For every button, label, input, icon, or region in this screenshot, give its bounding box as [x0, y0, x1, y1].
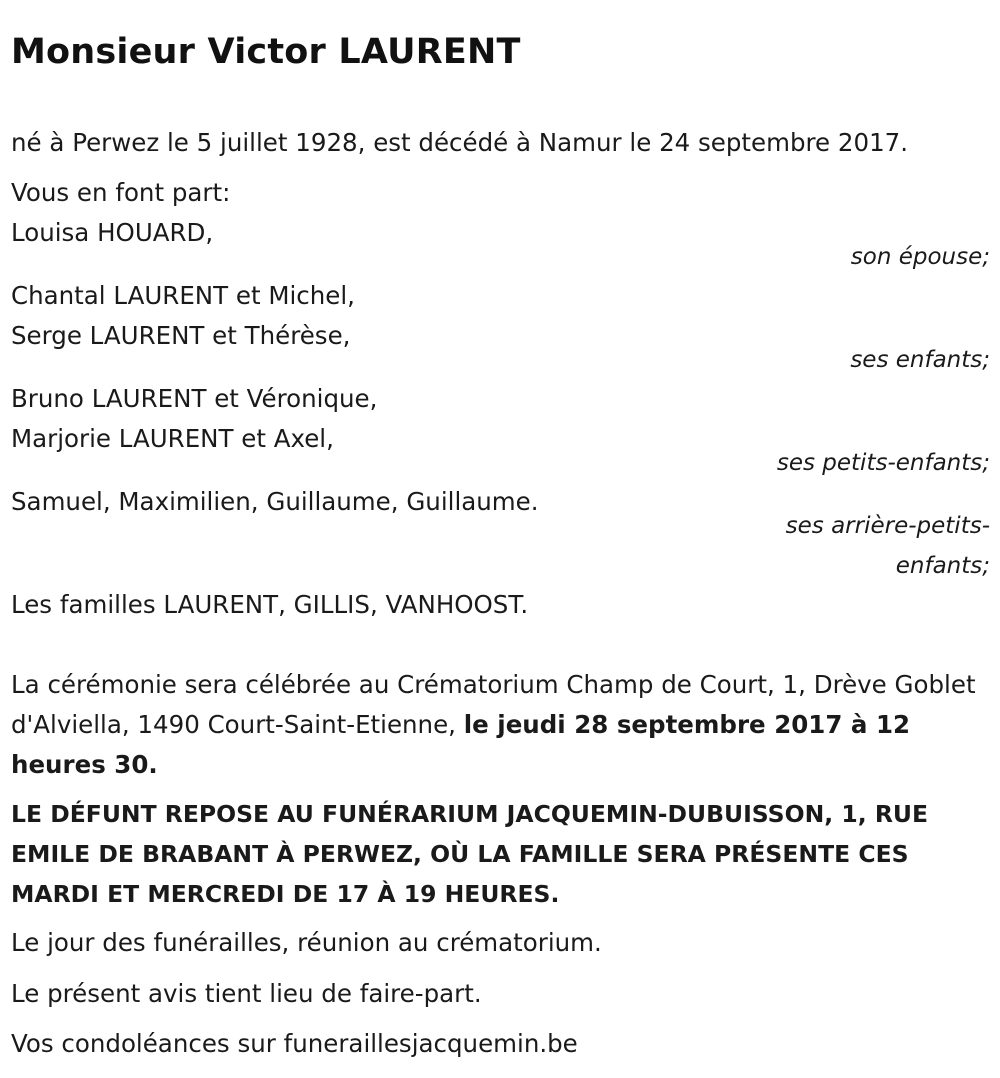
grandchild-entry: Bruno LAURENT et Véronique, — [11, 384, 378, 413]
families-list: Les familles LAURENT, GILLIS, VANHOOST. — [11, 590, 529, 619]
viewing-notice: LE DÉFUNT REPOSE AU FUNÉRARIUM JACQUEMIN-DUBUISSON, 1, RUE EMILE DE BRABANT À PERWEZ, OÙ LA FAMILLE SERA PRÉSENTE CES MARDI ET MERCREDI DE 17 À 19 HEURES. — [11, 800, 929, 908]
ceremony-date-time: le jeudi 28 septembre 2017 à 12 heures 30. — [11, 710, 911, 779]
deceased-name-title: Monsieur Victor LAURENT — [11, 32, 521, 72]
great-grandchildren-role-line1: ses arrière-petits- — [785, 513, 990, 539]
great-grandchildren-names: Samuel, Maximilien, Guillaume, Guillaume. — [11, 487, 539, 516]
announcement-label: Vous en font part: — [11, 178, 231, 207]
spouse-name: Louisa HOUARD, — [11, 218, 214, 247]
child-entry: Serge LAURENT et Thérèse, — [11, 321, 351, 350]
child-entry: Chantal LAURENT et Michel, — [11, 281, 355, 310]
grandchildren-role: ses petits-enfants; — [776, 450, 990, 476]
ceremony-location-text: La cérémonie sera célébrée au Crématorium Champ de Court, 1, Drève Goblet d'Alviella, 1490 Court-Saint-Etienne, — [11, 670, 976, 739]
birth-death-statement: né à Perwez le 5 juillet 1928, est décédé à Namur le 24 septembre 2017. — [11, 128, 909, 157]
spouse-role: son épouse; — [850, 244, 990, 270]
faire-part-notice: Le présent avis tient lieu de faire-part. — [11, 979, 482, 1008]
ceremony-paragraph — [11, 665, 989, 785]
condolences-link-text: Vos condoléances sur funeraillesjacquemin.be — [11, 1029, 578, 1058]
grandchild-entry: Marjorie LAURENT et Axel, — [11, 424, 334, 453]
funeral-day-note: Le jour des funérailles, réunion au crématorium. — [11, 928, 602, 957]
children-role: ses enfants; — [850, 347, 990, 373]
great-grandchildren-role-line2: enfants; — [895, 553, 990, 579]
